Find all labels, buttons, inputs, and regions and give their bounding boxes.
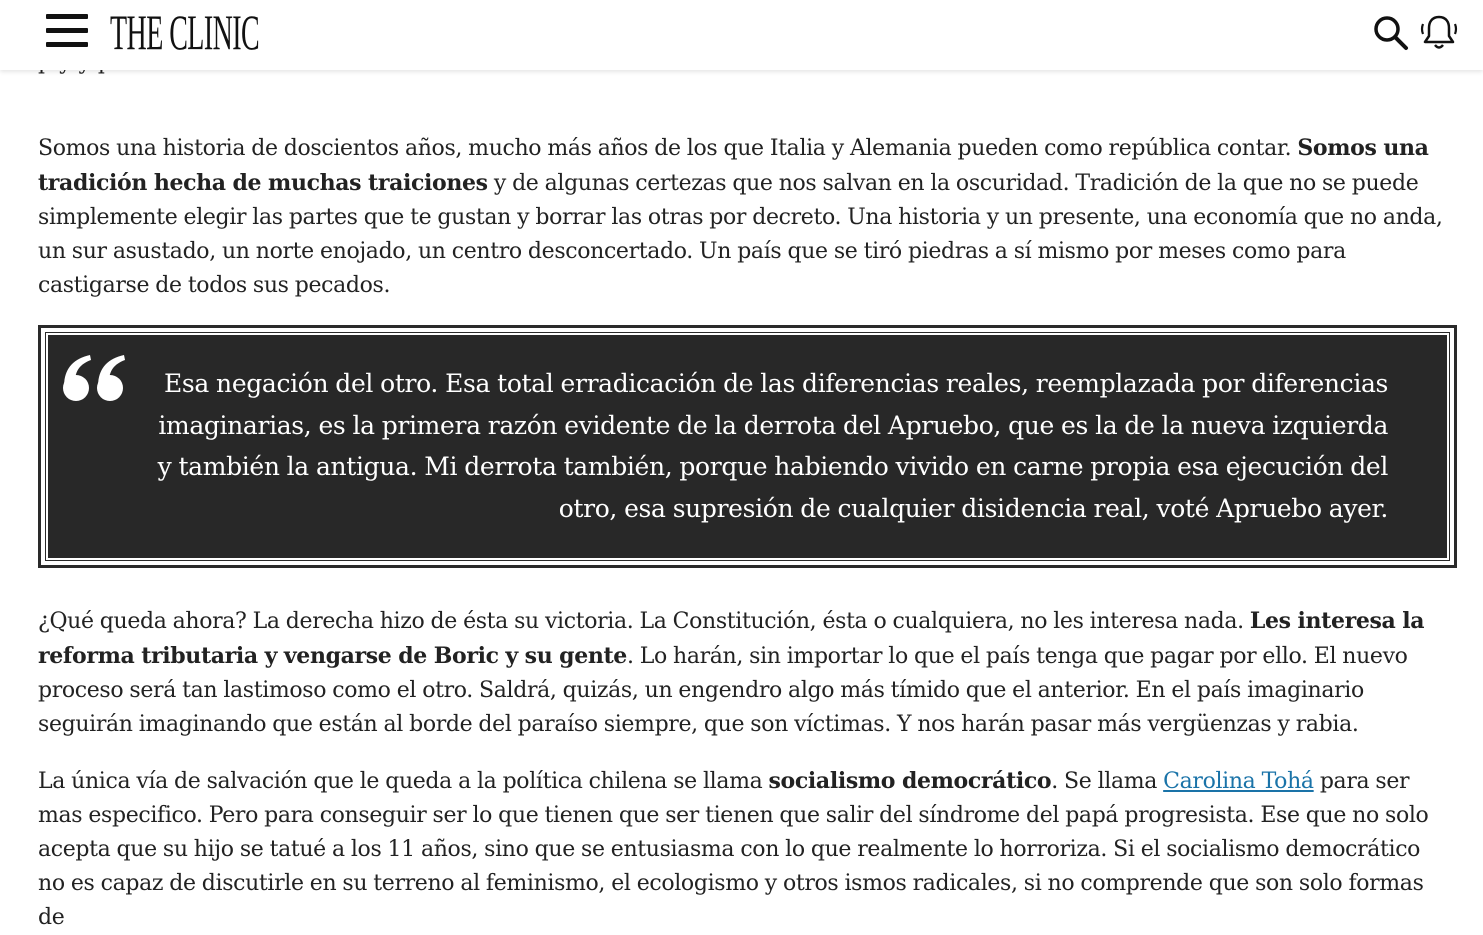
- site-header: [0, 0, 1483, 70]
- hamburger-menu-icon[interactable]: [46, 12, 90, 50]
- quote-mark-icon: [60, 352, 132, 404]
- article-paragraph: [38, 764, 1450, 935]
- paragraph-bold-text: Les interesa la reforma tributaria y vengarse de Boric y su gente: [38, 608, 1425, 669]
- paragraph-text: La única vía de salvación que le queda a la política chilena se llama: [38, 769, 769, 794]
- paragraph-text: ¿Qué queda ahora? La derecha hizo de ésta su victoria. La Constitución, ésta o cualquiera, no les interesa nada.: [38, 609, 1250, 634]
- search-icon[interactable]: [1372, 14, 1410, 52]
- paragraph-text: Somos una historia de doscientos años, mucho más años de los que Italia y Alemania pueden como república contar.: [38, 136, 1298, 161]
- site-logo[interactable]: THE CLINIC: [110, 4, 260, 60]
- paragraph-bold-text: socialismo democrático: [768, 768, 1052, 794]
- article-paragraph: [38, 604, 1450, 742]
- carolina-toha-link[interactable]: Carolina Tohá: [1163, 769, 1314, 794]
- paragraph-text: . Se llama: [1051, 769, 1164, 794]
- article-paragraph: [38, 131, 1450, 303]
- paragraph-text: y de algunas certezas que nos salvan en la oscuridad. Tradición de la que no se puede simplemente elegir las partes que te gustan y borrar las otras por decreto. Una historia y un presente, una economía que no anda, un sur asustado, un norte enojado, un centro desconcertado. Un país que se tiró piedras a sí mismo por meses como para castigarse de todos sus pecados.: [38, 171, 1443, 298]
- paragraph-text: para ser mas especifico. Pero para conseguir ser lo que tienen que ser tienen que salir del síndrome del papá progresista. Ese que no solo acepta que su hijo se tatué a los 11 años, sino que se entusiasma con lo que realmente lo horroriza. Si el socialismo democrático no es capaz de discutirle en su terreno al feminismo, el ecologismo y otros ismos radicales, si no comprende que son solo formas de: [38, 769, 1429, 930]
- paragraph-text: . Lo harán, sin importar lo que el país tenga que pagar por ello. El nuevo proceso será tan lastimoso como el otro. Saldrá, quizás, un engendro algo más tímido que el anterior. En el país imaginario seguirán imaginando que están al borde del paraíso siempre, que son víctimas. Y nos harán pasar más vergüenzas y rabia.: [38, 644, 1408, 737]
- pullquote-text: Esa negación del otro. Esa total erradicación de las diferencias reales, reemplazada por diferencias imaginarias, es la primera razón evidente de la derrota del Apruebo, que es la de la nueva izquierda y también la antigua. Mi derrota también, porque habiendo vivido en carne propia esa ejecución del otro, esa supresión de cualquier disidencia real, voté Apruebo ayer.: [157, 369, 1388, 523]
- paragraph-bold-text: Somos una tradición hecha de muchas traiciones: [38, 135, 1429, 196]
- bell-icon[interactable]: [1418, 12, 1460, 54]
